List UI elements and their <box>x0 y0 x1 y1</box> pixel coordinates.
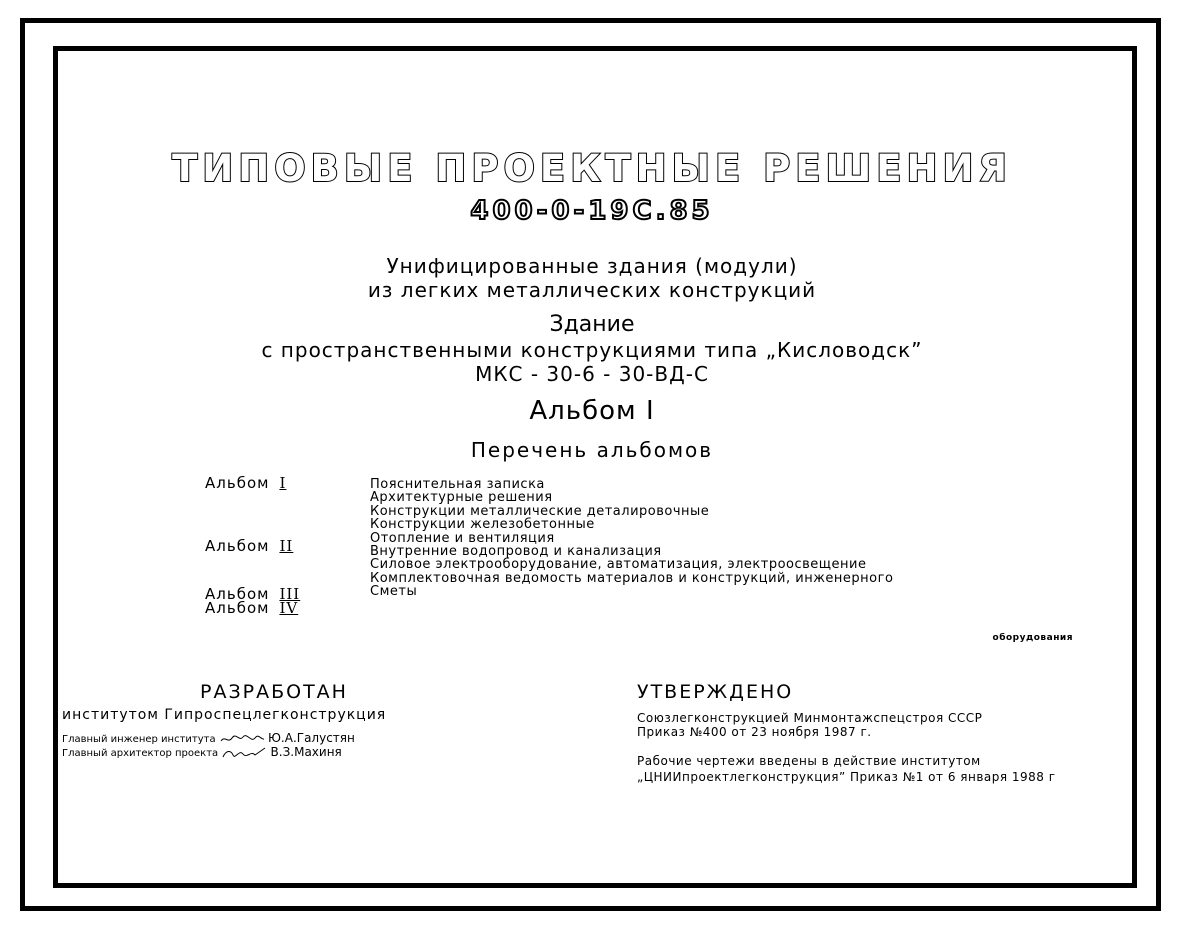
list-item: Пояснительная записка <box>370 477 545 492</box>
approved-line-2: Приказ №400 от 23 ноября 1987 г. <box>637 725 872 739</box>
chief-architect-row <box>62 746 342 759</box>
list-item: Конструкции металлические деталировочные <box>370 503 710 519</box>
list-item: Конструкции железобетонные <box>370 517 595 533</box>
album-label-number: IV <box>279 599 299 617</box>
chief-architect-name: В.З.Махиня <box>270 745 342 759</box>
album-label-1 <box>205 476 286 491</box>
album-label-4 <box>205 601 298 616</box>
list-item: Силовое электрооборудование, автоматизация, электроосвещение <box>370 557 867 573</box>
building-description: с пространственными конструкциями типа „Кисловодск” <box>261 338 923 362</box>
list-item: Внутренние водопровод и канализация <box>370 544 662 560</box>
list-item: Отопление и вентиляция <box>370 530 555 546</box>
albums-contents-list <box>370 478 1074 599</box>
album-label-word: Альбом <box>205 585 270 603</box>
developer-institute: институтом Гипроспецлегконструкция <box>62 707 387 723</box>
approved-heading: УТВЕРЖДЕНО <box>637 681 794 703</box>
chief-engineer-name: Ю.А.Галустян <box>267 731 355 745</box>
approved-line-3: Рабочие чертежи введены в действие институтом <box>637 754 981 768</box>
chief-architect-role: Главный архитектор проекта <box>62 748 219 759</box>
document-title: ТИПОВЫЕ ПРОЕКТНЫЕ РЕШЕНИЯ <box>172 147 1012 190</box>
building-mark: МКС - 30-6 - 30-ВД-С <box>475 362 709 386</box>
album-label-word: Альбом <box>205 599 270 617</box>
chief-engineer-row <box>62 732 355 745</box>
album-label-2 <box>205 539 293 554</box>
project-code: 400-0-19С.85 <box>470 196 714 226</box>
approved-line-4: „ЦНИИпроектлегконструкция” Приказ №1 от 6 января 1988 г <box>637 770 1056 784</box>
album-label-number: I <box>279 474 287 492</box>
developed-heading: РАЗРАБОТАН <box>200 681 348 703</box>
subtitle-line-2: из легких металлических конструкций <box>367 278 817 302</box>
albums-list-title: Перечень альбомов <box>470 438 714 462</box>
album-label-number: III <box>279 585 301 603</box>
list-item: Сметы <box>370 584 418 600</box>
album-label-word: Альбом <box>205 537 270 555</box>
list-item-continuation: оборудования <box>992 633 1073 643</box>
list-item: Комплектовочная ведомость материалов и конструкций, инженерного <box>370 570 894 586</box>
current-album: Альбом I <box>529 396 655 426</box>
list-item: Архитектурные решения <box>370 490 553 506</box>
signature-icon <box>219 733 265 745</box>
chief-engineer-role: Главный инженер института <box>62 734 216 745</box>
subtitle-line-1: Унифицированные здания (модули) <box>386 254 798 278</box>
building-label: Здание <box>549 312 635 337</box>
signature-icon <box>221 747 267 759</box>
album-label-number: II <box>279 537 294 555</box>
album-label-word: Альбом <box>205 474 270 492</box>
approved-line-1: Союзлегконструкцией Минмонтажспецстроя СССР <box>637 711 983 725</box>
